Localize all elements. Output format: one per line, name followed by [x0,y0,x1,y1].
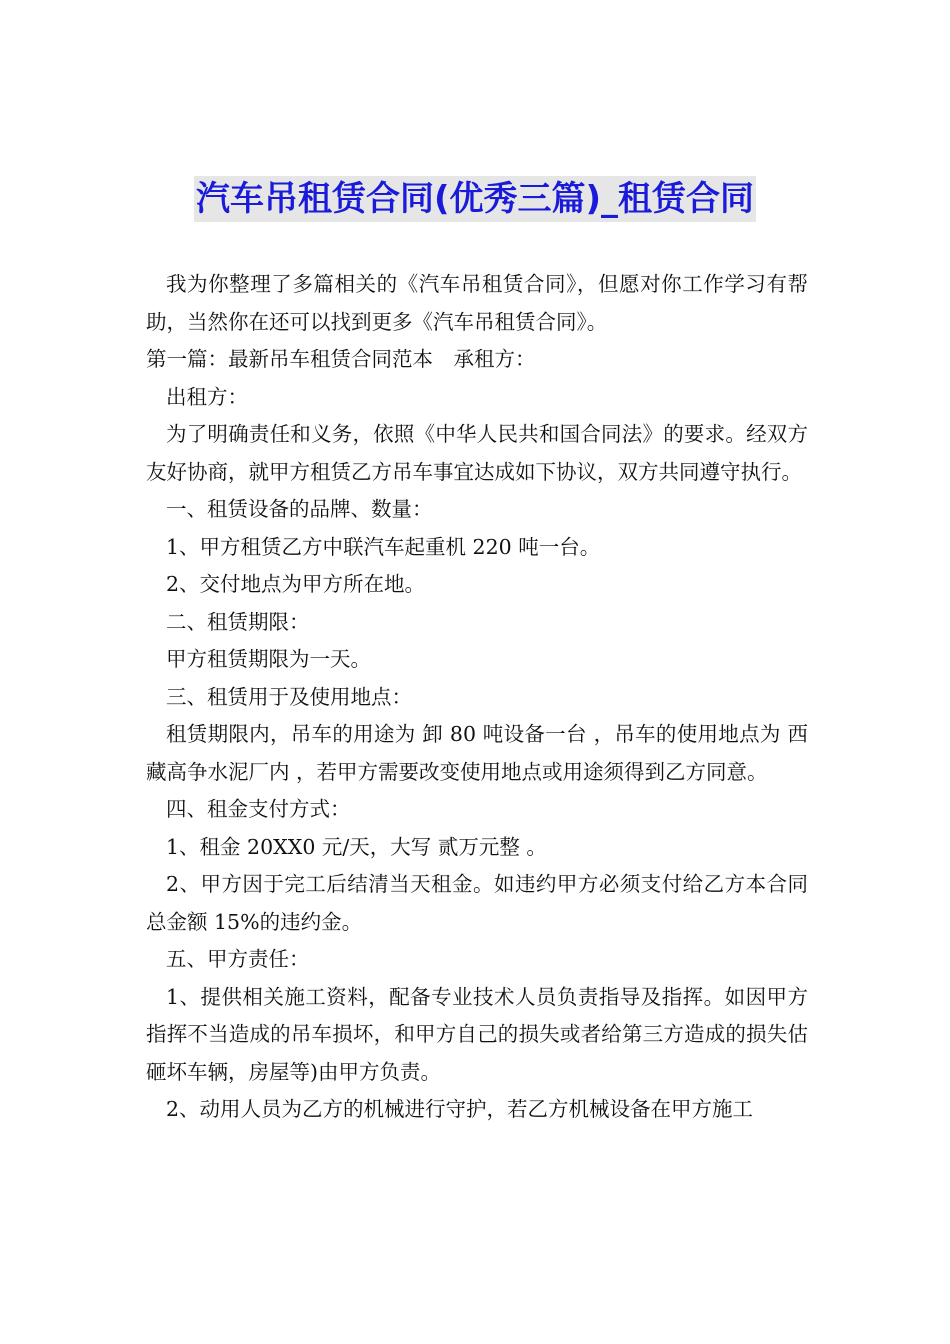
clause-4-heading: 四、租金支付方式： [166,797,351,821]
preamble-paragraph: 为了明确责任和义务，依照《中华人民共和国合同法》的要求。经双方友好协商，就甲方租赁乙方吊车事宜达成如下协议，双方共同遵守执行。 [146,422,808,484]
clause-4-item-1: 1、租金 20XX0 元/天，大写 贰万元整 。 [166,834,547,859]
clause-4-item-2: 2、甲方因于完工后结清当天租金。如违约甲方必须支付给乙方本合同总金额 15%的违约金。 [146,872,808,934]
clause-5-item-1: 1、提供相关施工资料，配备专业技术人员负责指导及指挥。如因甲方指挥不当造成的吊车损坏，和甲方自己的损失或者给第三方造成的损失估砸坏车辆，房屋等)由甲方负责。 [146,984,808,1084]
clause-5-item-2: 2、动用人员为乙方的机械进行守护，若乙方机械设备在甲方施工 [166,1097,754,1121]
clause-3-text: 租赁期限内，吊车的用途为 卸 80 吨设备一台 ，吊车的使用地点为 西藏高争水泥厂内 ，若甲方需要改变使用地点或用途须得到乙方同意。 [146,722,808,784]
document-body [146,266,808,1129]
title-container [0,176,950,222]
intro-paragraph: 我为你整理了多篇相关的《汽车吊租赁合同》，但愿对你工作学习有帮助，当然你在还可以找到更多《汽车吊租赁合同》。 [146,272,808,334]
clause-2-text: 甲方租赁期限为一天。 [166,647,371,671]
clause-1-heading: 一、租赁设备的品牌、数量： [166,497,433,521]
clause-1-item-2: 2、交付地点为甲方所在地。 [166,572,426,596]
clause-2-heading: 二、租赁期限： [166,609,310,634]
lessor-line: 出租方： [166,384,248,409]
clause-1-item-1: 1、甲方租赁乙方中联汽车起重机 220 吨一台。 [166,534,601,559]
clause-3-heading: 三、租赁用于及使用地点： [166,684,412,709]
document-title: 汽车吊租赁合同(优秀三篇)_租赁合同 [194,176,756,222]
section-one-heading: 第一篇：最新吊车租赁合同范本 承租方： [146,347,536,371]
clause-5-heading: 五、甲方责任： [166,947,310,971]
